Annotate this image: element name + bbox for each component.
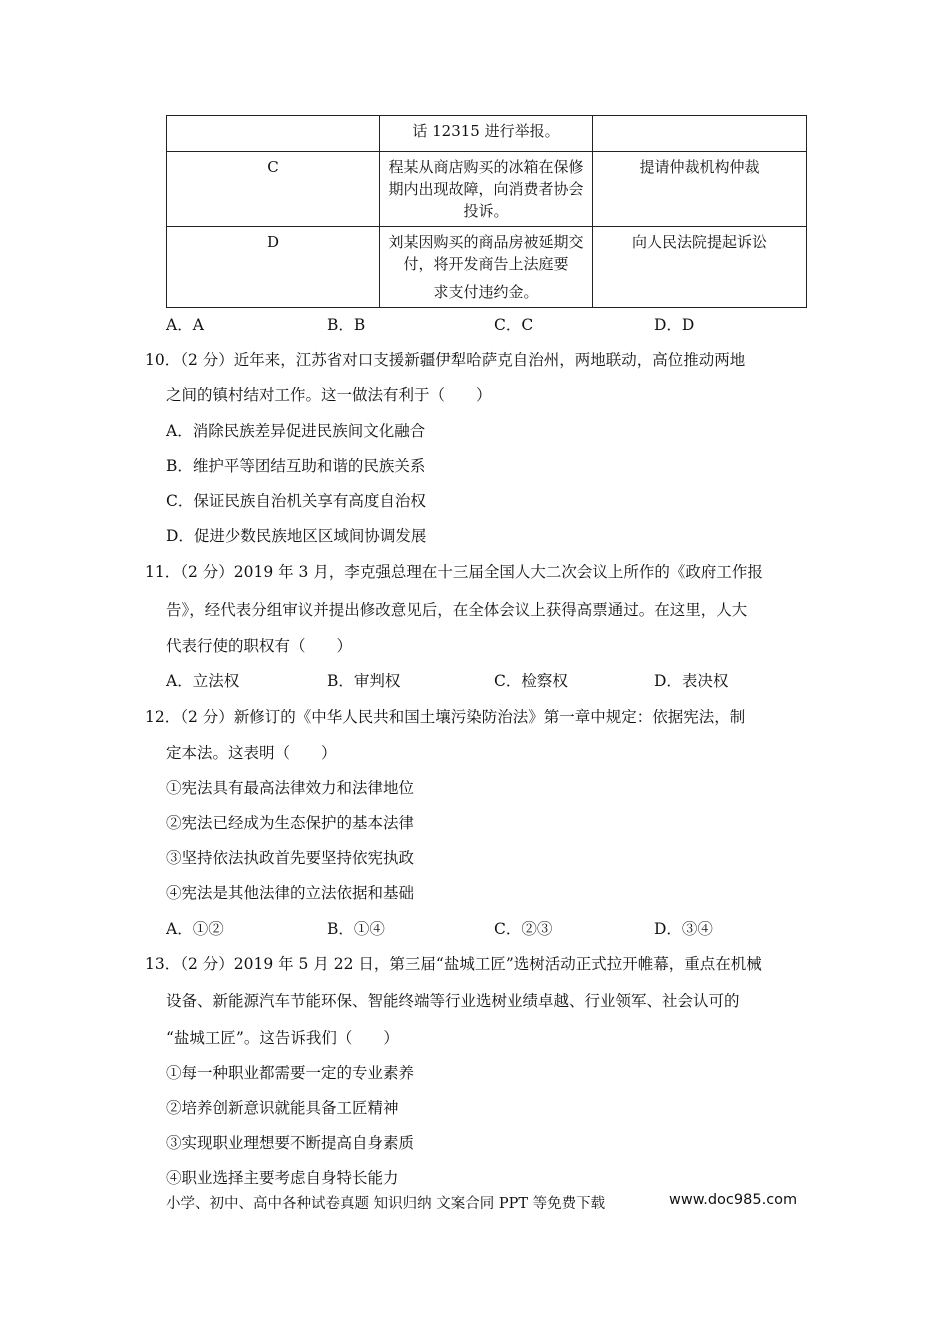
table-cell bbox=[593, 116, 807, 152]
option: D．③④ bbox=[654, 920, 713, 938]
q13-stem: “盐城工匠”。这告诉我们（ ） bbox=[166, 1029, 399, 1047]
option: C．保证民族自治机关享有高度自治权 bbox=[166, 492, 426, 510]
option: D．促进少数民族地区区域间协调发展 bbox=[166, 527, 427, 545]
table-cell bbox=[380, 227, 593, 308]
table-cell bbox=[167, 116, 380, 152]
footer-text: 小学、初中、高中各种试卷真题 知识归纳 文案合同 PPT 等免费下载 bbox=[166, 1196, 606, 1212]
q11-stem: 11．（2 分）2019 年 3 月，李克强总理在十三届全国人大二次会议上所作的《政府工作报 bbox=[145, 563, 763, 581]
table-row bbox=[167, 227, 807, 308]
option: A．立法权 bbox=[166, 672, 240, 690]
table-cell: 程某从商店购买的冰箱在保修期内出现故障，向消费者协会投诉。 bbox=[380, 152, 593, 227]
list-item: ③实现职业理想要不断提高自身素质 bbox=[166, 1134, 415, 1152]
answer-table bbox=[166, 115, 807, 308]
q10-stem: 之间的镇村结对工作。这一做法有利于（ ） bbox=[166, 386, 492, 404]
table-row bbox=[167, 116, 807, 152]
cell-text: 刘某因购买的商品房被延期交付，将开发商告上法庭要 bbox=[388, 233, 584, 273]
option: B．审判权 bbox=[327, 672, 401, 690]
table-cell: 话 12315 进行举报。 bbox=[380, 116, 593, 152]
table-cell: 向人民法院提起诉讼 bbox=[593, 227, 807, 308]
option: C．C bbox=[494, 316, 534, 334]
cell-text: 求支付违约金。 bbox=[433, 283, 539, 301]
q13-stem: 13．（2 分）2019 年 5 月 22 日，第三届“盐城工匠”选树活动正式拉开帷幕，重点在机械 bbox=[145, 955, 762, 973]
list-item: ④宪法是其他法律的立法依据和基础 bbox=[166, 884, 415, 902]
option: A．①② bbox=[166, 920, 224, 938]
list-item: ②宪法已经成为生态保护的基本法律 bbox=[166, 814, 415, 832]
q10-stem: 10．（2 分）近年来，江苏省对口支援新疆伊犁哈萨克自治州，两地联动，高位推动两地 bbox=[145, 351, 746, 369]
q13-stem: 设备、新能源汽车节能环保、智能终端等行业选树业绩卓越、行业领军、社会认可的 bbox=[166, 992, 740, 1010]
option: A．消除民族差异促进民族间文化融合 bbox=[166, 422, 426, 440]
table-cell: 提请仲裁机构仲裁 bbox=[593, 152, 807, 227]
table-cell: C bbox=[167, 152, 380, 227]
list-item: ①每一种职业都需要一定的专业素养 bbox=[166, 1064, 415, 1082]
option: C．检察权 bbox=[494, 672, 568, 690]
list-item: ④职业选择主要考虑自身特长能力 bbox=[166, 1169, 399, 1187]
list-item: ①宪法具有最高法律效力和法律地位 bbox=[166, 779, 415, 797]
option: B．B bbox=[327, 316, 366, 334]
footer-url[interactable]: www.doc985.com bbox=[669, 1192, 798, 1208]
option: B．维护平等团结互助和谐的民族关系 bbox=[166, 457, 426, 475]
q12-stem: 定本法。这表明（ ） bbox=[166, 744, 337, 762]
list-item: ②培养创新意识就能具备工匠精神 bbox=[166, 1099, 399, 1117]
table-cell: D bbox=[167, 227, 380, 308]
option: A．A bbox=[166, 316, 204, 334]
option: D．表决权 bbox=[654, 672, 729, 690]
q11-stem: 代表行使的职权有（ ） bbox=[166, 637, 353, 655]
option: D．D bbox=[654, 316, 695, 334]
q12-stem: 12．（2 分）新修订的《中华人民共和国土壤污染防治法》第一章中规定：依据宪法，制 bbox=[145, 708, 746, 726]
option: B．①④ bbox=[327, 920, 385, 938]
option: C．②③ bbox=[494, 920, 553, 938]
table-row bbox=[167, 152, 807, 227]
q11-stem: 告》，经代表分组审议并提出修改意见后，在全体会议上获得高票通过。在这里，人大 bbox=[166, 601, 748, 619]
list-item: ③坚持依法执政首先要坚持依宪执政 bbox=[166, 849, 415, 867]
